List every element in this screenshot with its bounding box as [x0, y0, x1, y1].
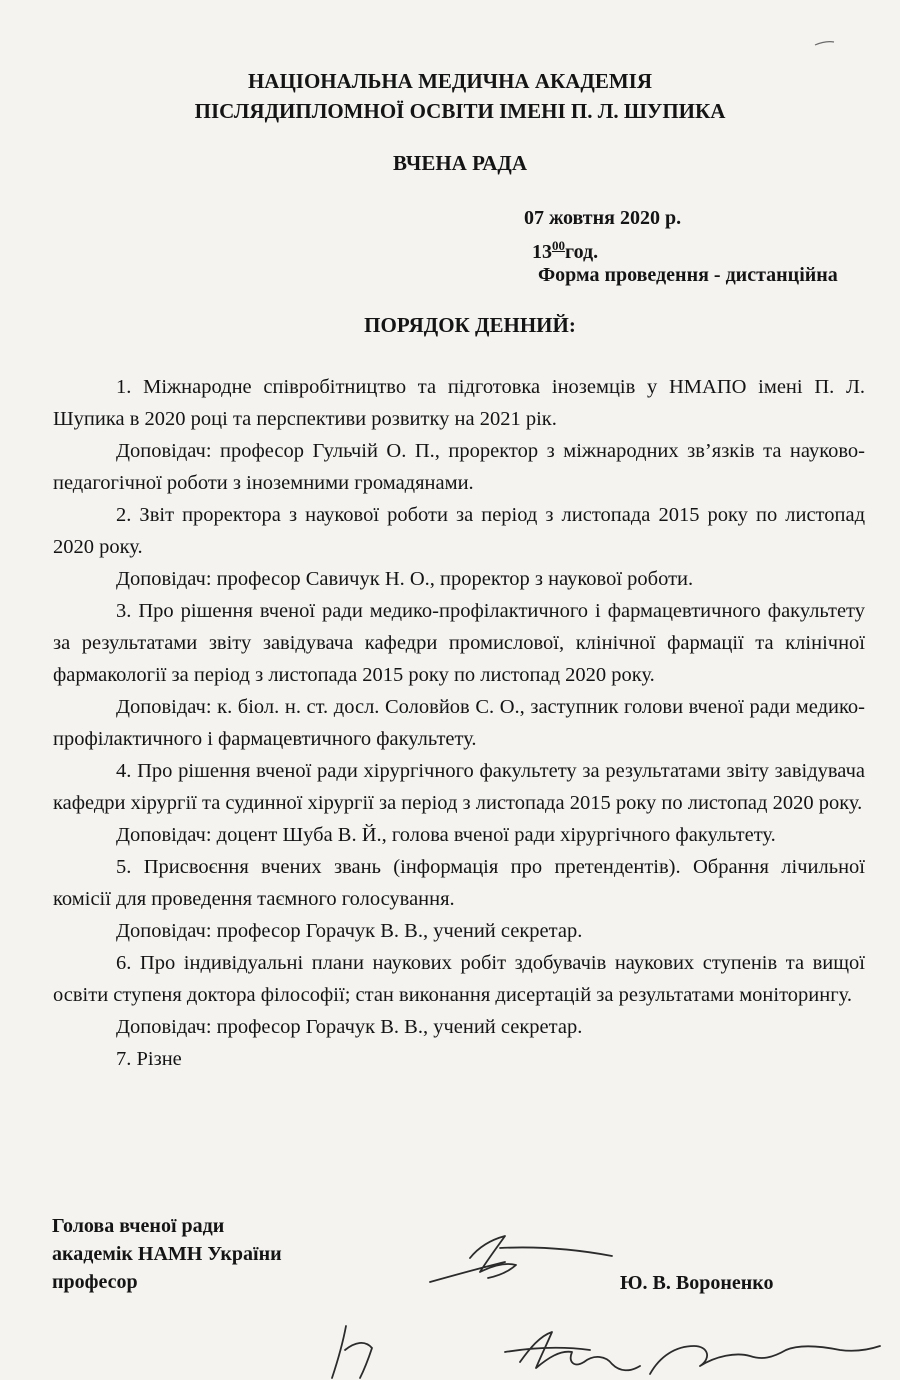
agenda-title: ПОРЯДОК ДЕННИЙ:: [364, 313, 576, 337]
bottom-signature-middle: [505, 1332, 640, 1370]
agenda-item-5: 5. Присвоєння вчених звань (інформація про претендентів). Обрання лічильної комісії для проведення таємного голосування.: [53, 856, 865, 910]
meeting-time: [532, 233, 598, 265]
agenda-speaker-3: Доповідач: к. біол. н. ст. досл. Соловйов С. О., заступник голови вченої ради медико-профілактичного і фармацевтичного факультету.: [53, 696, 865, 750]
agenda-speaker-2: Доповідач: професор Савичук Н. О., проректор з наукової роботи.: [116, 568, 694, 590]
signatory-position: Голова вченої ради: [52, 1215, 225, 1237]
agenda-speaker-6: Доповідач: професор Горачук В. В., учений секретар.: [116, 1016, 583, 1038]
agenda-speaker-4: Доповідач: доцент Шуба В. Й., голова вченої ради хірургічного факультету.: [116, 824, 776, 846]
meeting-time-minutes: 00: [552, 238, 565, 253]
chair-signature: [430, 1236, 612, 1282]
signatory-degree: професор: [52, 1271, 138, 1293]
institution-name-line2: ПІСЛЯДИПЛОМНОЇ ОСВІТИ ІМЕНІ П. Л. ШУПИКА: [194, 99, 726, 123]
agenda-item-4: 4. Про рішення вченої ради хірургічного факультету за результатами звіту завідувача кафедри хірургії та судинної хірургії за період з листопада 2015 року по листопад 2020 року.: [53, 760, 865, 814]
meeting-time-unit: год.: [565, 241, 599, 263]
meeting-format: Форма проведення - дистанційна: [538, 264, 838, 286]
meeting-date: 07 жовтня 2020 р.: [524, 207, 682, 229]
agenda-speaker-5: Доповідач: професор Горачук В. В., учений секретар.: [116, 920, 583, 942]
agenda-item-3: 3. Про рішення вченої ради медико-профілактичного і фармацевтичного факультету за результатами звіту завідувача кафедри промислової, клінічної фармації та клінічної фармакології за період з листопада 2015 року по листопад 2020 року.: [53, 600, 865, 686]
institution-name-line1: НАЦІОНАЛЬНА МЕДИЧНА АКАДЕМІЯ: [247, 69, 653, 93]
bottom-signature-left: [332, 1326, 372, 1378]
agenda-item-7: 7. Різне: [116, 1048, 182, 1070]
agenda-item-6: 6. Про індивідуальні плани наукових робіт здобувачів наукових ступенів та вищої освіти ступеня доктора філософії; стан виконання дисертацій за результатами моніторингу.: [53, 952, 865, 1006]
signatory-academic-rank: академік НАМН України: [52, 1243, 282, 1265]
meeting-time-hour: 13: [532, 241, 552, 263]
agenda-body: [53, 371, 865, 1075]
signatory-name: Ю. В. Вороненко: [620, 1272, 774, 1294]
council-title: ВЧЕНА РАДА: [392, 151, 528, 175]
agenda-item-1: 1. Міжнародне співробітництво та підготовка іноземців у НМАПО імені П. Л. Шупика в 2020 році та перспективи розвитку на 2021 рік.: [53, 376, 865, 430]
bottom-signature-right: [650, 1346, 880, 1374]
signatory-title: [52, 1212, 282, 1296]
corner-mark: [815, 42, 834, 45]
agenda-speaker-1: Доповідач: професор Гульчій О. П., проректор з міжнародних зв’язків та науково-педагогічної роботи з іноземними громадянами.: [53, 440, 865, 494]
agenda-item-2: 2. Звіт проректора з наукової роботи за період з листопада 2015 року по листопад 2020 року.: [53, 504, 865, 558]
